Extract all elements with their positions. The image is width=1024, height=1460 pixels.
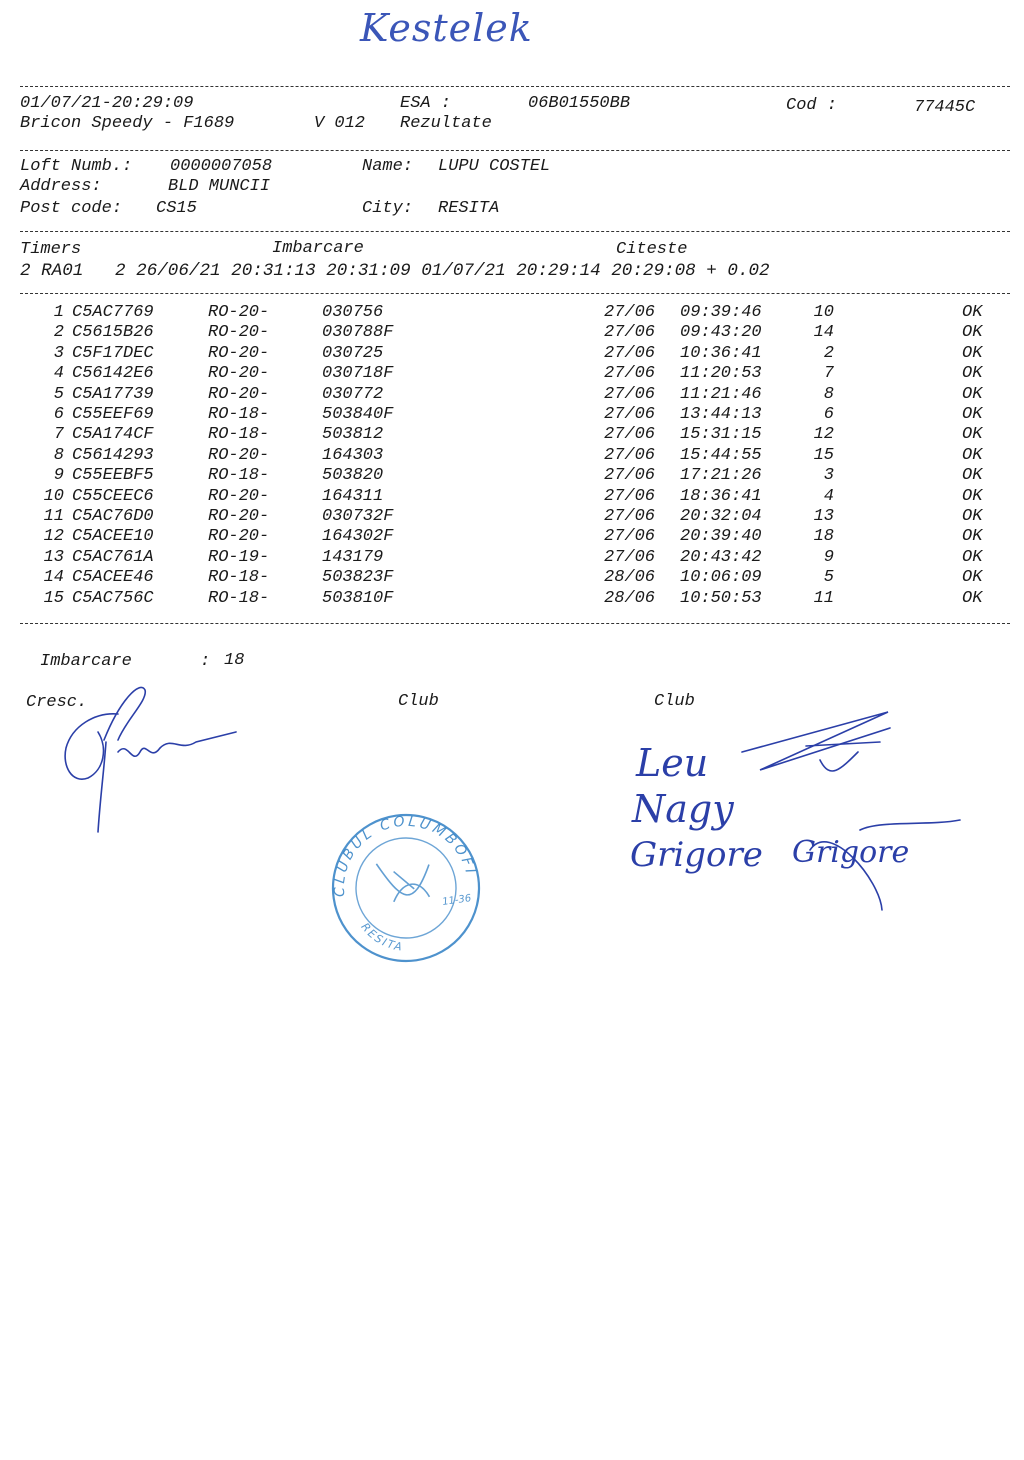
postcode-value: CS15 (156, 199, 197, 218)
club-label-1: Club (398, 692, 439, 711)
cell-pos: 10 (813, 303, 834, 322)
club-signatures (742, 712, 960, 910)
cell-pos: 11 (813, 588, 834, 608)
cell-n: 1 (53, 303, 64, 322)
cell-time: 20:39:40 (680, 527, 762, 547)
cell-ro: RO-20- (208, 507, 270, 526)
cell-n: 7 (53, 425, 64, 445)
cell-date: 27/06 (604, 445, 656, 465)
club-label-2: Club (654, 692, 695, 711)
cell-ring: 164302F (322, 527, 394, 547)
device-version: V 012 (314, 114, 366, 133)
cell-id: C55EEF69 (72, 405, 154, 424)
cell-status: OK (962, 425, 983, 445)
cell-status: OK (962, 568, 983, 588)
cell-ring: 503810F (322, 588, 394, 608)
loft-number-label: Loft Numb.: (20, 157, 133, 176)
imbarcare-total-label: Imbarcare (40, 652, 132, 671)
cell-id: C5A174CF (72, 425, 154, 445)
handwritten-name-nagy: Nagy (632, 787, 734, 831)
cell-status: OK (962, 364, 983, 384)
esa-value: 06B01550BB (528, 94, 631, 113)
cell-time: 13:44:13 (680, 405, 762, 424)
cell-status: OK (962, 343, 983, 363)
cell-pos: 5 (823, 568, 834, 588)
cell-time: 20:43:42 (680, 547, 762, 567)
cell-status: OK (962, 445, 983, 465)
cell-date: 27/06 (604, 507, 656, 526)
cell-id: C56142E6 (72, 364, 154, 384)
cell-id: C55CEEC6 (72, 486, 154, 506)
postcode-label: Post code: (20, 199, 123, 218)
cell-status: OK (962, 547, 983, 567)
cell-ro: RO-19- (208, 547, 270, 567)
name-value: LUPU COSTEL (438, 157, 551, 176)
cell-n: 15 (43, 588, 64, 608)
cell-time: 15:44:55 (680, 445, 762, 465)
cell-id: C5ACEE46 (72, 568, 154, 588)
cell-pos: 4 (823, 486, 834, 506)
cell-id: C5AC7769 (72, 303, 154, 322)
cell-ro: RO-20- (208, 303, 270, 322)
cell-time: 15:31:15 (680, 425, 762, 445)
cell-date: 27/06 (604, 466, 656, 486)
cell-date: 27/06 (604, 486, 656, 506)
cell-ring: 503823F (322, 568, 394, 588)
cell-time: 20:32:04 (680, 507, 762, 526)
cell-n: 6 (53, 405, 64, 424)
cell-pos: 2 (823, 343, 834, 363)
cell-ring: 030725 (322, 343, 384, 363)
cell-n: 5 (53, 384, 64, 404)
cell-time: 10:36:41 (680, 343, 762, 363)
cell-ring: 503820 (322, 466, 384, 486)
cell-date: 27/06 (604, 547, 656, 567)
timers-label: Timers (20, 240, 82, 259)
cell-status: OK (962, 405, 983, 424)
cell-ro: RO-20- (208, 486, 270, 506)
cell-ro: RO-20- (208, 445, 270, 465)
address-label: Address: (20, 177, 102, 196)
cell-n: 9 (53, 466, 64, 486)
cell-id: C5F17DEC (72, 343, 154, 363)
cell-pos: 12 (813, 425, 834, 445)
cell-ro: RO-18- (208, 568, 270, 588)
cell-date: 27/06 (604, 527, 656, 547)
cell-pos: 13 (813, 507, 834, 526)
svg-text:CLUBUL COLUMBOFIL (0, 0, 479, 946)
cell-date: 28/06 (604, 588, 656, 608)
cell-date: 28/06 (604, 568, 656, 588)
cell-id: C5AC76D0 (72, 507, 154, 526)
esa-label: ESA : (400, 94, 452, 113)
cod-label: Cod : (786, 96, 838, 115)
cell-ring: 030772 (322, 384, 384, 404)
cell-id: C5AC761A (72, 547, 154, 567)
cell-ring: 030788F (322, 323, 394, 343)
cell-ro: RO-18- (208, 466, 270, 486)
cell-status: OK (962, 466, 983, 486)
citeste-header: Citeste (616, 240, 688, 259)
cell-time: 11:20:53 (680, 364, 762, 384)
cell-ro: RO-20- (208, 323, 270, 343)
report-type: Rezultate (400, 114, 492, 133)
cell-id: C5ACEE10 (72, 527, 154, 547)
cell-status: OK (962, 384, 983, 404)
cell-ring: 030718F (322, 364, 394, 384)
cell-pos: 15 (813, 445, 834, 465)
cell-ring: 143179 (322, 547, 384, 567)
name-label: Name: (362, 157, 414, 176)
cell-date: 27/06 (604, 425, 656, 445)
cell-ring: 030756 (322, 303, 384, 322)
imbarcare-header: Imbarcare (272, 239, 364, 258)
cell-status: OK (962, 486, 983, 506)
club-stamp (0, 0, 489, 1018)
cresc-signature (65, 687, 236, 832)
cell-date: 27/06 (604, 323, 656, 343)
cell-date: 27/06 (604, 343, 656, 363)
cell-ring: 164303 (322, 445, 384, 465)
city-label: City: (362, 199, 414, 218)
cell-n: 12 (43, 527, 64, 547)
cell-pos: 6 (823, 405, 834, 424)
city-value: RESITA (438, 199, 500, 218)
imbarcare-total-sep: : (200, 652, 211, 671)
cell-n: 10 (43, 486, 64, 506)
report-datetime: 01/07/21-20:29:09 (20, 94, 194, 113)
cell-ro: RO-20- (208, 527, 270, 547)
cell-time: 10:06:09 (680, 568, 762, 588)
cell-time: 09:43:20 (680, 323, 762, 343)
handwritten-name-grigore: Grigore (630, 835, 763, 875)
stamp-city: RESITA (358, 920, 405, 954)
loft-number-value: 0000007058 (170, 157, 273, 176)
cell-ring: 030732F (322, 507, 394, 526)
cell-n: 3 (53, 343, 64, 363)
cell-id: C55EEBF5 (72, 466, 154, 486)
cell-ro: RO-18- (208, 405, 270, 424)
cell-status: OK (962, 303, 983, 322)
cell-id: C5AC756C (72, 588, 154, 608)
cell-n: 13 (43, 547, 64, 567)
cell-time: 17:21:26 (680, 466, 762, 486)
timers-line: 2 RA01 2 26/06/21 20:31:13 20:31:09 01/07/21 20:29:14 20:29:08 + 0.02 (20, 261, 770, 281)
cell-ring: 164311 (322, 486, 384, 506)
address-value: BLD MUNCII (168, 177, 271, 196)
cell-id: C5614293 (72, 445, 154, 465)
cod-value: 77445C (914, 98, 976, 117)
cell-date: 27/06 (604, 364, 656, 384)
cell-n: 8 (53, 445, 64, 465)
stamp-text: CLUBUL COLUMBOFIL (331, 813, 479, 898)
cell-status: OK (962, 323, 983, 343)
cell-id: C5A17739 (72, 384, 154, 404)
cell-n: 4 (53, 364, 64, 384)
cell-n: 2 (53, 323, 64, 343)
cell-ro: RO-20- (208, 343, 270, 363)
cresc-label: Cresc. (26, 693, 88, 712)
handwritten-name-leu: Leu (636, 741, 709, 785)
cell-time: 10:50:53 (680, 588, 762, 608)
cell-ro: RO-18- (208, 425, 270, 445)
cell-time: 18:36:41 (680, 486, 762, 506)
cell-date: 27/06 (604, 384, 656, 404)
cell-ro: RO-20- (208, 364, 270, 384)
cell-pos: 8 (823, 384, 834, 404)
cell-pos: 7 (823, 364, 834, 384)
cell-date: 27/06 (604, 405, 656, 424)
cell-date: 27/06 (604, 303, 656, 322)
handwritten-title: Kestelek (360, 6, 533, 50)
cell-pos: 14 (813, 323, 834, 343)
cell-time: 09:39:46 (680, 303, 762, 322)
cell-pos: 18 (813, 527, 834, 547)
cell-ring: 503812 (322, 425, 384, 445)
cell-time: 11:21:46 (680, 384, 762, 404)
cell-status: OK (962, 588, 983, 608)
cell-status: OK (962, 527, 983, 547)
cell-ring: 503840F (322, 405, 394, 424)
cell-n: 14 (43, 568, 64, 588)
cell-id: C5615B26 (72, 323, 154, 343)
handwritten-signature-grigore: Grigore (792, 835, 910, 870)
cell-status: OK (962, 507, 983, 526)
stamp-code: 11-36 (441, 893, 472, 909)
cell-ro: RO-20- (208, 384, 270, 404)
cell-n: 11 (43, 507, 64, 526)
cell-pos: 3 (823, 466, 834, 486)
device-name: Bricon Speedy - F1689 (20, 114, 235, 133)
imbarcare-total-value: 18 (224, 651, 245, 670)
cell-ro: RO-18- (208, 588, 270, 608)
cell-pos: 9 (823, 547, 834, 567)
